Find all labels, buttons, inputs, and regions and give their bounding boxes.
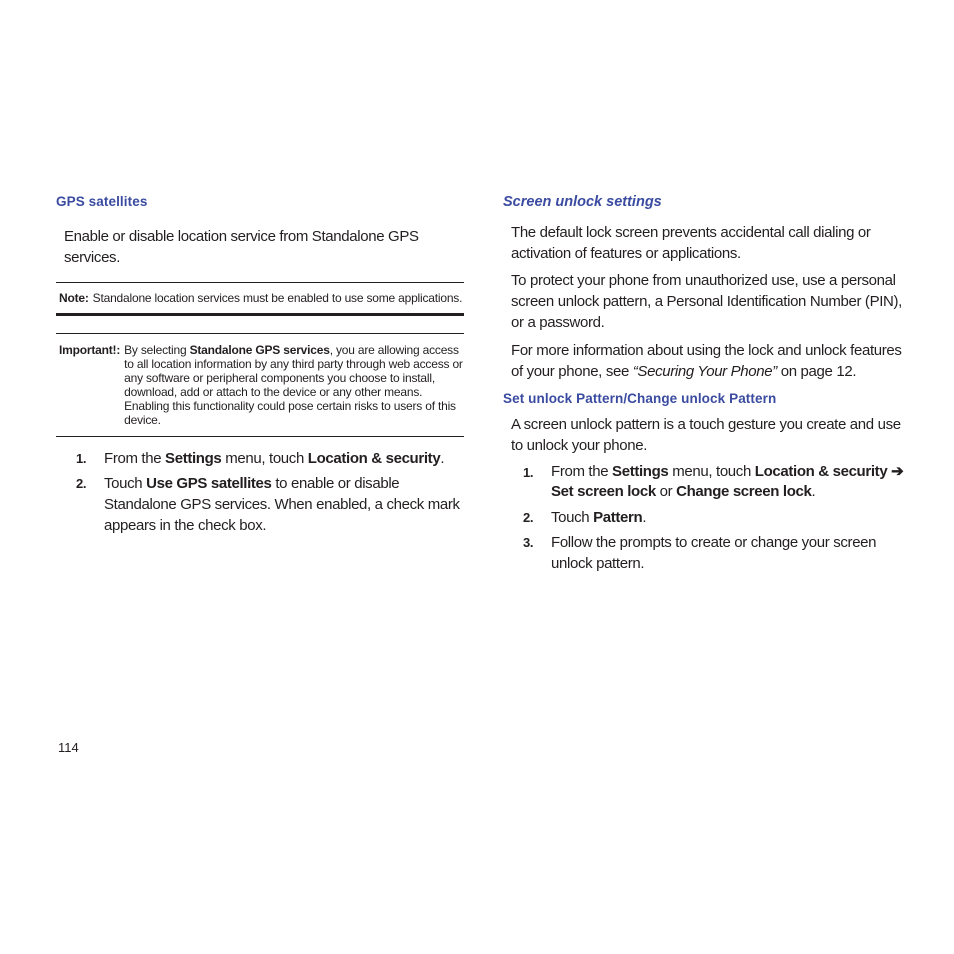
important-label: Important!: xyxy=(59,343,121,357)
important-bottom-rule xyxy=(56,436,464,437)
unlock-paragraph-3: For more information about using the lock and unlock features of your phone, see “Securing Your Phone” on page 12. xyxy=(511,342,902,380)
unlock-paragraph-2: To protect your phone from unauthorized use, use a personal screen unlock pattern, a Personal Identification Number (PIN), or a password. xyxy=(511,272,902,331)
set-unlock-pattern-heading: Set unlock Pattern/Change unlock Pattern xyxy=(503,391,777,406)
step-text: From the Settings menu, touch Location & security ➔ Set screen lock or Change screen lock. xyxy=(551,463,904,500)
list-item xyxy=(503,507,909,528)
important-text: By selecting Standalone GPS services, you are allowing access to all location information by any third party through web access or any software or peripheral components you choose to install, download, add or attach to the device or any other means. Enabling this functionality could pose certain risks to users of this device. xyxy=(124,343,463,427)
gps-steps-list xyxy=(56,448,464,536)
list-item xyxy=(503,462,909,502)
step-number: 1. xyxy=(76,451,87,466)
page-number: 114 xyxy=(58,740,79,755)
step-number: 3. xyxy=(523,535,534,550)
step-text: Touch Pattern. xyxy=(551,509,647,526)
list-item xyxy=(56,448,464,469)
left-column xyxy=(56,194,464,536)
gps-intro-text: Enable or disable location service from Standalone GPS services. xyxy=(64,228,419,266)
step-number: 2. xyxy=(523,510,534,525)
step-text: Follow the prompts to create or change your screen unlock pattern. xyxy=(551,534,877,572)
unlock-paragraph-1: The default lock screen prevents accidental call dialing or activation of features or applications. xyxy=(511,224,871,262)
unlock-steps-list xyxy=(503,462,909,574)
step-number: 2. xyxy=(76,476,87,491)
step-number: 1. xyxy=(523,465,534,480)
list-item xyxy=(503,532,909,574)
right-column xyxy=(503,194,909,574)
gps-satellites-heading: GPS satellites xyxy=(56,194,148,209)
screen-unlock-heading: Screen unlock settings xyxy=(503,194,662,210)
note-label: Note: xyxy=(59,291,89,305)
unlock-paragraph-4: A screen unlock pattern is a touch gesture you create and use to unlock your phone. xyxy=(511,416,901,454)
step-text: Touch Use GPS satellites to enable or disable Standalone GPS services. When enabled, a check mark appears in the check box. xyxy=(104,475,460,534)
note-box xyxy=(56,283,464,313)
note-text: Standalone location services must be enabled to use some applications. xyxy=(92,291,463,305)
important-box xyxy=(56,334,464,436)
list-item xyxy=(56,473,464,536)
note-bottom-rule xyxy=(56,313,464,316)
step-text: From the Settings menu, touch Location & security. xyxy=(104,450,445,467)
